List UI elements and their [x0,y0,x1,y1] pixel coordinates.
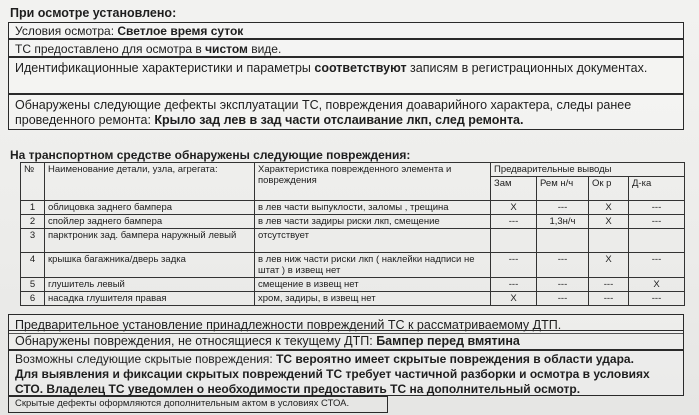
damages-table [20,162,685,306]
hidden-prefix: Возможны следующие скрытые повреждения: [15,352,277,366]
ident-prefix: Идентификационные характеристики и параметры [15,61,315,75]
hidden-box [8,350,684,396]
footer-text: Скрытые дефекты оформляются дополнительным актом в условиях СТОА. [15,398,350,409]
row-char: в лев ниж части риски лкп ( наклейки надписи не штат ) в извещ нет [255,253,491,278]
ident-value: соответствуют [314,61,407,75]
row-char: в лев части задиры риски лкп, смещение [255,215,491,229]
row-okr: --- [589,292,629,306]
row-dka: --- [629,201,685,215]
unrelated-prefix: Обнаружены повреждения, не относящиеся к текущему ДТП: [15,334,377,348]
row-num: 2 [21,215,45,229]
footer-note [8,396,388,413]
row-zam: X [491,292,537,306]
presented-prefix: ТС предоставлено для осмотра в [15,42,206,56]
col-num-header: № [21,163,45,201]
presented-box [8,39,684,57]
row-char: отсутствует [255,229,491,253]
table-row [21,278,685,292]
row-part: глушитель левый [45,278,255,292]
row-dka: X [629,278,685,292]
defects-box [8,94,684,130]
inspection-heading: При осмотре установлено: [10,6,177,20]
table-row [21,253,685,278]
table-row [21,201,685,215]
row-okr: --- [589,278,629,292]
row-rem [537,229,589,253]
row-zam: --- [491,278,537,292]
hidden-value: ТС вероятно имеет скрытые повреждения в области удара. [276,352,634,366]
row-char: смещение в извещ нет [255,278,491,292]
row-dka [629,229,685,253]
row-part: парктроник зад. бампера наружный левый [45,229,255,253]
conditions-box [8,22,684,39]
col-rem-header: Рем н/ч [537,177,589,201]
conditions-value: Светлое время суток [117,24,244,38]
prelim-text: Предварительное установление принадлежности повреждений ТС к рассматриваемому ДТП. [15,318,562,332]
col-part-header: Наименование детали, узла, агрегата: [45,163,255,201]
col-zam-header: Зам [491,177,537,201]
row-rem: --- [537,292,589,306]
row-zam: --- [491,215,537,229]
ident-box [8,57,684,94]
row-part: облицовка заднего бампера [45,201,255,215]
defects-value: Крыло зад лев в зад части отслаивание лкп, след ремонта. [154,113,524,127]
conditions-label: Условия осмотра: [15,24,118,38]
table-header-row [21,163,685,177]
unrelated-value: Бампер перед вмятина [376,334,520,348]
row-rem: --- [537,201,589,215]
presented-value: чистом [205,42,248,56]
row-char: хром, задиры, в извещ нет [255,292,491,306]
table-row [21,229,685,253]
row-num: 4 [21,253,45,278]
row-zam [491,229,537,253]
defects-prefix: Обнаружены следующие дефекты эксплуатации ТС, повреждения доаварийного характера, следы ранее проведенного ремонта: [15,98,632,127]
row-num: 5 [21,278,45,292]
row-rem: 1,3н/ч [537,215,589,229]
row-okr [589,229,629,253]
col-prelim-header: Предварительные выводы [491,163,685,177]
row-part: насадка глушителя правая [45,292,255,306]
row-dka: --- [629,292,685,306]
col-okr-header: Ок р [589,177,629,201]
disassembly-text: Для выявления и фиксации скрытых повреждений ТС требует частичной разборки и осмотра в условиях СТО. Владелец ТС уведомлен о необходимости предоставить ТС на дополнительный осмотр. [15,367,650,396]
col-dka-header: Д-ка [629,177,685,201]
table-row [21,292,685,306]
row-zam: --- [491,253,537,278]
unrelated-box [8,330,684,350]
presented-suffix: виде. [247,42,282,56]
col-char-header: Характеристика поврежденного элемента и повреждения [255,163,491,201]
table-row [21,215,685,229]
row-okr: X [589,215,629,229]
ident-suffix: записям в регистрационных документах. [406,61,648,75]
row-num: 6 [21,292,45,306]
row-num: 3 [21,229,45,253]
damages-heading: На транспортном средстве обнаружены следующие повреждения: [10,148,411,162]
row-okr: X [589,201,629,215]
row-rem: --- [537,253,589,278]
row-part: спойлер заднего бампера [45,215,255,229]
row-dka: --- [629,215,685,229]
row-zam: X [491,201,537,215]
row-rem: --- [537,278,589,292]
row-char: в лев части выпуклости, заломы , трещина [255,201,491,215]
row-okr: X [589,253,629,278]
row-dka: --- [629,253,685,278]
row-part: крышка багажника/дверь задка [45,253,255,278]
row-num: 1 [21,201,45,215]
